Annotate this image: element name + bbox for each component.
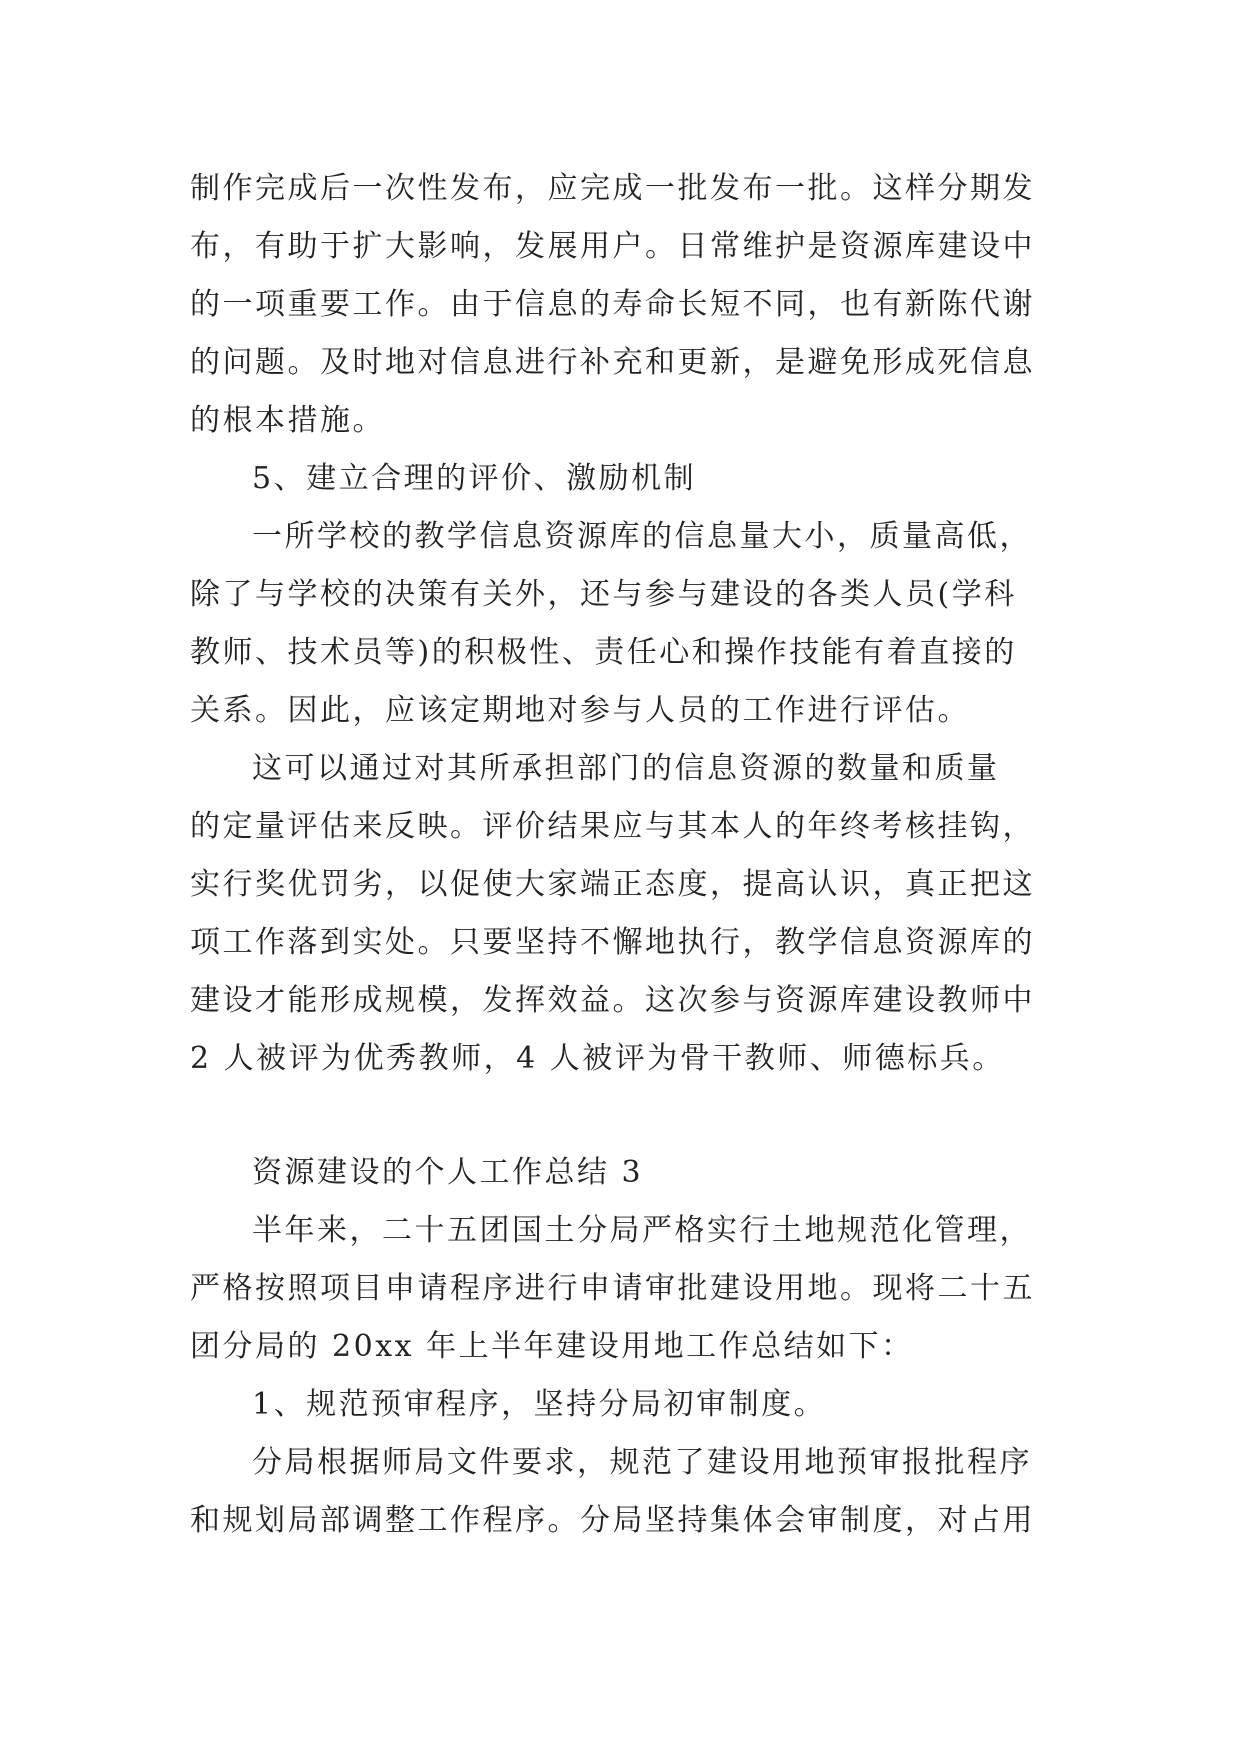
text-line: 建设才能形成规模，发挥效益。这次参与资源库建设教师中	[190, 983, 1035, 1018]
text-line: 一所学校的教学信息资源库的信息量大小，质量高低，	[252, 519, 1032, 554]
section-heading: 1、规范预审程序，坚持分局初审制度。	[252, 1387, 827, 1422]
text-line: 教师、技术员等)的积极性、责任心和操作技能有着直接的	[190, 635, 1017, 670]
text-line: 布，有助于扩大影响，发展用户。日常维护是资源库建设中	[190, 229, 1035, 264]
text-line: 的问题。及时地对信息进行补充和更新，是避免形成死信息	[190, 345, 1035, 380]
text-line: 的一项重要工作。由于信息的寿命长短不同，也有新陈代谢	[190, 287, 1035, 322]
text-line: 和规划局部调整工作程序。分局坚持集体会审制度，对占用	[190, 1503, 1035, 1538]
text-line: 的定量评估来反映。评价结果应与其本人的年终考核挂钩，	[190, 809, 1035, 844]
text-line: 半年来，二十五团国土分局严格实行土地规范化管理，	[252, 1213, 1032, 1248]
text-line: 除了与学校的决策有关外，还与参与建设的各类人员(学科	[190, 577, 1017, 612]
text-line: 这可以通过对其所承担部门的信息资源的数量和质量	[252, 751, 1000, 786]
text-line: 关系。因此，应该定期地对参与人员的工作进行评估。	[190, 693, 970, 728]
text-line: 分局根据师局文件要求，规范了建设用地预审报批程序	[252, 1445, 1032, 1480]
text-line: 的根本措施。	[190, 403, 385, 438]
text-line: 项工作落到实处。只要坚持不懈地执行，教学信息资源库的	[190, 925, 1035, 960]
text-line: 2 人被评为优秀教师，4 人被评为骨干教师、师德标兵。	[190, 1041, 1005, 1076]
text-line: 严格按照项目申请程序进行申请审批建设用地。现将二十五	[190, 1271, 1035, 1306]
text-line: 制作完成后一次性发布，应完成一批发布一批。这样分期发	[190, 171, 1035, 206]
section-title: 资源建设的个人工作总结 3	[252, 1155, 644, 1190]
text-line: 团分局的 20xx 年上半年建设用地工作总结如下：	[190, 1329, 914, 1364]
section-heading: 5、建立合理的评价、激励机制	[252, 461, 697, 496]
text-line: 实行奖优罚劣，以促使大家端正态度，提高认识，真正把这	[190, 867, 1035, 902]
